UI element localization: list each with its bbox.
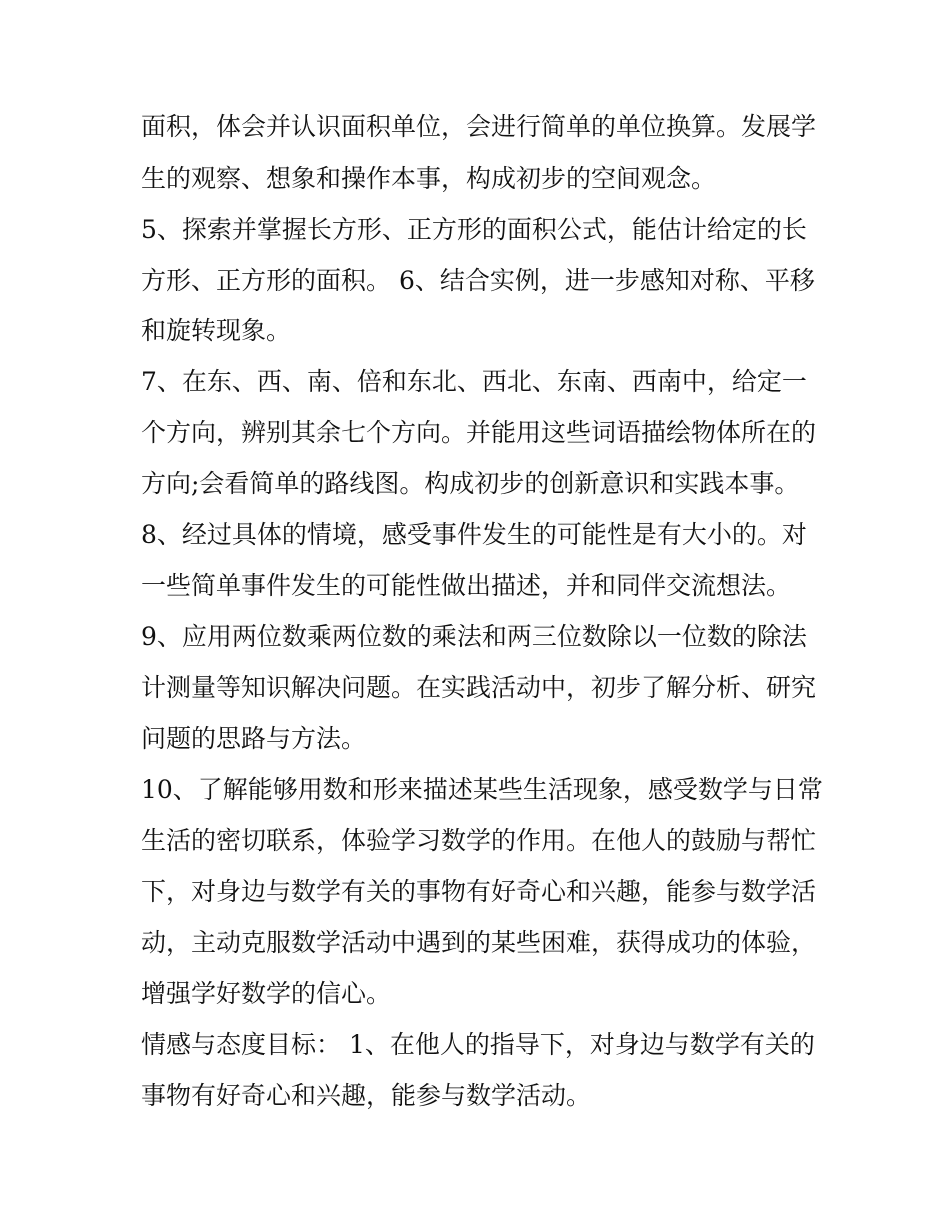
text-line: 方形、正方形的面积。 6、结合实例，进一步感知对称、平移 [141,266,815,295]
text-line: 生活的密切联系，体验学习数学的作用。在他人的鼓励与帮忙 [141,826,817,855]
text-line: 问题的思路与方法。 [141,724,367,753]
text-line: 一些简单事件发生的可能性做出描述，并和同伴交流想法。 [141,571,792,600]
text-line: 10、了解能够用数和形来描述某些生活现象，感受数学与日常 [141,775,823,804]
text-line: 生的观察、想象和操作本事，构成初步的空间观念。 [141,164,717,193]
text-line: 8、经过具体的情境，感受事件发生的可能性是有大小的。对 [141,520,807,549]
text-line: 方向;会看简单的路线图。构成初步的创新意识和实践本事。 [141,469,800,498]
text-line: 下，对身边与数学有关的事物有好奇心和兴趣，能参与数学活 [141,877,817,906]
text-line: 个方向，辨别其余七个方向。并能用这些词语描绘物体所在的 [141,418,817,447]
text-line: 增强学好数学的信心。 [141,979,392,1008]
text-line: 7、在东、西、南、倍和东北、西北、东南、西南中，给定一 [141,367,807,396]
text-line: 和旋转现象。 [141,316,292,345]
text-line: 5、探索并掌握长方形、正方形的面积公式，能估计给定的长 [141,215,807,244]
text-line: 情感与态度目标： 1、在他人的指导下，对身边与数学有关的 [141,1030,815,1059]
text-line: 9、应用两位数乘两位数的乘法和两三位数除以一位数的除法 [141,622,807,651]
text-line: 计测量等知识解决问题。在实践活动中，初步了解分析、研究 [141,673,817,702]
text-line: 事物有好奇心和兴趣，能参与数学活动。 [141,1081,592,1110]
text-line: 面积，体会并认识面积单位，会进行简单的单位换算。发展学 [141,112,817,141]
text-line: 动，主动克服数学活动中遇到的某些困难，获得成功的体验， [141,928,817,957]
